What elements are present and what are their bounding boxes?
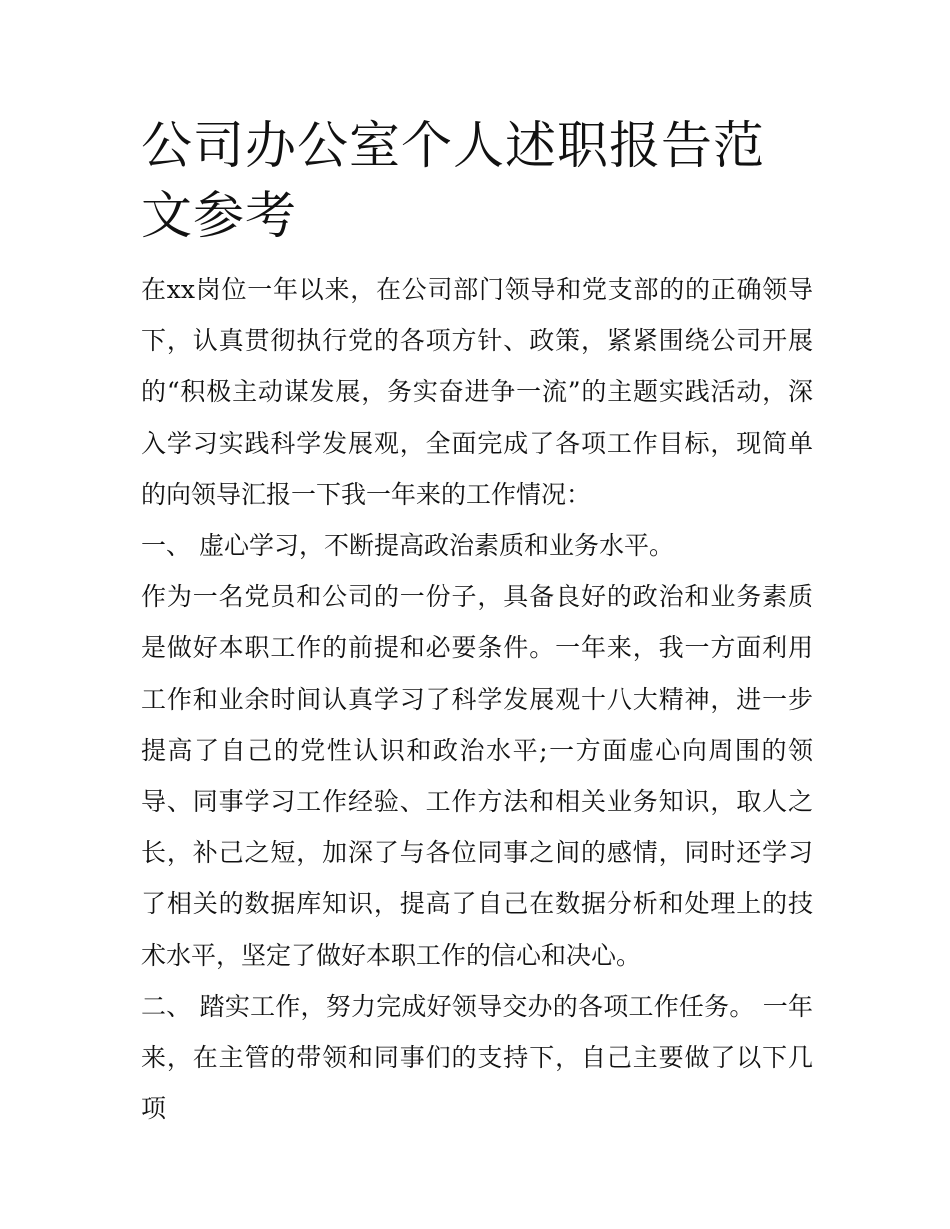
- paragraph-study: 作为一名党员和公司的一份子，具备良好的政治和业务素质是做好本职工作的前提和必要条件。一年来，我一方面利用工作和业余时间认真学习了科学发展观十八大精神，进一步提高了自己的党性认识和政治水平;一方面虚心向周围的领导、同事学习工作经验、工作方法和相关业务知识，取人之长，补己之短，加深了与各位同事之间的感情，同时还学习了相关的数据库知识，提高了自己在数据分析和处理上的技术水平，坚定了做好本职工作的信心和决心。: [141, 582, 813, 970]
- document-content: [141, 112, 813, 1134]
- document-title: 公司办公室个人述职报告范文参考: [141, 117, 766, 246]
- document-body: [141, 264, 813, 1134]
- section-heading-2: 二、 踏实工作，努力完成好领导交办的各项工作任务。 一年来，在主管的带领和同事们的支持下，自己主要做了以下几项: [141, 991, 813, 1124]
- section-heading-1: 一、 虚心学习，不断提高政治素质和业务水平。: [141, 531, 674, 561]
- paragraph-intro: 在xx岗位一年以来，在公司部门领导和党支部的的正确领导下，认真贯彻执行党的各项方针、政策，紧紧围绕公司开展的“积极主动谋发展，务实奋进争一流”的主题实践活动，深入学习实践科学发展观，全面完成了各项工作目标，现简单的向领导汇报一下我一年来的工作情况：: [141, 275, 813, 509]
